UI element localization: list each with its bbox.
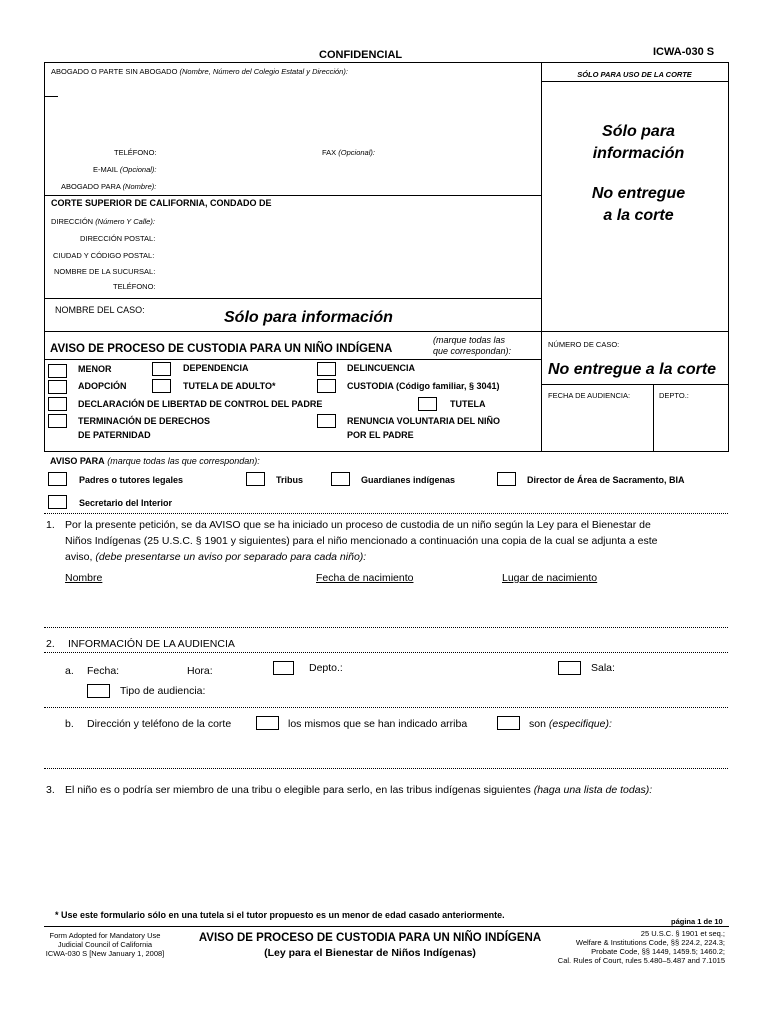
footer-ref-1: 25 U.S.C. § 1901 et seq.;: [640, 929, 725, 938]
checkbox-renuncia[interactable]: [317, 414, 336, 428]
checkbox-tutela[interactable]: [418, 397, 437, 411]
court-use-label: SÓLO PARA USO DE LA CORTE: [577, 70, 692, 79]
hearing-room-field-label: Sala:: [591, 662, 615, 674]
attorney-fax-label: FAX (Opcional):: [322, 148, 375, 157]
page-number: página 1 de 10: [671, 917, 723, 926]
label-terminacion-1: TERMINACIÓN DE DERECHOS: [78, 416, 211, 426]
court-city-label: CIUDAD Y CÓDIGO POSTAL:: [53, 251, 155, 260]
footer-adopted-3: ICWA-030 S [New January 1, 2008]: [45, 949, 165, 958]
label-menor: MENOR: [78, 364, 112, 374]
checkbox-tribus[interactable]: [246, 472, 265, 486]
checkbox-tipo-audiencia[interactable]: [87, 684, 110, 698]
col-nombre: Nombre: [65, 572, 103, 584]
notice-to-label: AVISO PARA (marque todas las que correspondan):: [50, 456, 260, 466]
label-padres: Padres o tutores legales: [79, 475, 184, 485]
item2-number: 2.: [46, 638, 55, 650]
item1-divider: [44, 627, 728, 628]
court-phone-label: TELÉFONO:: [113, 282, 156, 291]
label-delincuencia: DELINCUENCIA: [347, 363, 416, 373]
court-use-notice-2: información: [592, 145, 685, 162]
court-title: CORTE SUPERIOR DE CALIFORNIA, CONDADO DE: [51, 198, 272, 208]
attorney-phone-label: TELÉFONO:: [114, 148, 157, 157]
form-right-border: [728, 62, 729, 452]
notice-title-bottom: [44, 359, 541, 360]
item3-number: 3.: [46, 784, 55, 796]
attorney-box-bottom: [44, 195, 541, 196]
confidential-label: CONFIDENCIAL: [319, 49, 403, 61]
label-adopcion: ADOPCIÓN: [78, 381, 127, 391]
footer-ref-2: Welfare & Institutions Code, §§ 224.2, 224.3;: [575, 938, 725, 947]
footer-adopted-1: Form Adopted for Mandatory Use: [49, 931, 161, 940]
footer-title-2: (Ley para el Bienestar de Niños Indígenas): [264, 947, 476, 959]
hearing-date-divider: [653, 384, 654, 452]
header-box-bottom: [44, 451, 729, 452]
label-custodia: CUSTODIA (Código familiar, § 3041): [347, 381, 500, 391]
attorney-label: ABOGADO O PARTE SIN ABOGADO (Nombre, Número del Colegio Estatal y Dirección):: [51, 67, 348, 76]
label-dependencia: DEPENDENCIA: [183, 363, 249, 373]
checkbox-dependencia[interactable]: [152, 362, 171, 376]
case-name-bottom: [44, 331, 728, 332]
checkbox-guardianes[interactable]: [331, 472, 350, 486]
footer-ref-3: Probate Code, §§ 1449, 1459.5; 1460.2;: [591, 947, 725, 956]
item2-title-divider: [44, 652, 728, 653]
case-number-label: NÚMERO DE CASO:: [548, 340, 620, 349]
col-fecha-nacimiento: Fecha de nacimiento: [316, 572, 414, 584]
case-name-label: NOMBRE DEL CASO:: [55, 305, 145, 315]
column-divider: [541, 62, 542, 452]
notice-title-note-2: que correspondan):: [433, 346, 512, 356]
footer-title-1: AVISO DE PROCESO DE CUSTODIA PARA UN NIÑO INDÍGENA: [198, 932, 542, 944]
notice-to-divider: [44, 513, 728, 514]
case-number-value[interactable]: No entregue a la corte: [548, 361, 717, 378]
footer-top-border: [44, 926, 729, 927]
footer-adopted-2: Judicial Council of California: [57, 940, 153, 949]
court-use-notice-3: No entregue: [591, 185, 686, 202]
court-mailing-label: DIRECCIÓN POSTAL:: [80, 234, 156, 243]
case-number-bottom: [541, 384, 728, 385]
checkbox-son[interactable]: [497, 716, 520, 730]
checkbox-delincuencia[interactable]: [317, 362, 336, 376]
court-use-notice-4: a la corte: [603, 207, 674, 224]
label-tutela: TUTELA: [450, 399, 486, 409]
item2b-letter: b.: [65, 718, 74, 730]
form-number: ICWA-030 S: [653, 46, 715, 58]
item3-text: El niño es o podría ser miembro de una tribu o elegible para serlo, en las tribus indígenas siguientes (haga una lista de todas):: [65, 784, 653, 796]
label-tutela-adulto: TUTELA DE ADULTO*: [183, 381, 276, 391]
court-address-label: Dirección y teléfono de la corte: [87, 718, 232, 730]
label-director: Director de Área de Sacramento, BIA: [527, 475, 685, 485]
checkbox-terminacion[interactable]: [48, 414, 67, 428]
label-renuncia-1: RENUNCIA VOLUNTARIA DEL NIÑO: [347, 416, 500, 426]
footer-ref-4: Cal. Rules of Court, rules 5.480–5.487 and 7.1015: [557, 956, 725, 965]
item2-divider: [44, 768, 728, 769]
label-declaracion: DECLARACIÓN DE LIBERTAD DE CONTROL DEL PADRE: [78, 399, 323, 409]
label-tribus: Tribus: [276, 475, 304, 485]
same-as-above-label: los mismos que se han indicado arriba: [288, 718, 468, 730]
case-name-value[interactable]: Sólo para información: [224, 309, 393, 326]
checkbox-depto[interactable]: [273, 661, 294, 675]
court-branch-label: NOMBRE DE LA SUCURSAL:: [54, 267, 156, 276]
checkbox-mismos[interactable]: [256, 716, 279, 730]
hearing-dept-field-label: Depto.:: [309, 662, 343, 674]
notice-title-note-1: (marque todas las: [433, 335, 506, 345]
hearing-date-field-label: Fecha:: [87, 665, 120, 677]
checkbox-tutela-adulto[interactable]: [152, 379, 171, 393]
court-use-divider: [541, 81, 728, 82]
item1-line1: Por la presente petición, se da AVISO que se ha iniciado un proceso de custodia de un niño según la Ley para el Bienestar de: [65, 519, 651, 531]
court-use-notice-1: Sólo para: [602, 123, 675, 140]
item2a-divider: [44, 707, 728, 708]
label-terminacion-2: DE PATERNIDAD: [78, 430, 151, 440]
court-box-bottom: [44, 298, 541, 299]
item2-title: INFORMACIÓN DE LA AUDIENCIA: [68, 638, 235, 650]
item1-line2: Niños Indígenas (25 U.S.C. § 1901 y siguientes) para el niño mencionado a continuación una copia de la cual se adjunta a este: [65, 535, 658, 547]
hearing-date-label: FECHA DE AUDIENCIA:: [548, 391, 631, 400]
attorney-name-mark: [45, 96, 58, 97]
attorney-email-label: E-MAIL (Opcional):: [93, 165, 157, 174]
item1-number: 1.: [46, 519, 55, 531]
form-top-border: [44, 62, 729, 63]
form-left-border: [44, 62, 45, 452]
checkbox-padres[interactable]: [48, 472, 67, 486]
checkbox-menor[interactable]: [48, 364, 67, 378]
checkbox-custodia[interactable]: [317, 379, 336, 393]
checkbox-declaracion[interactable]: [48, 397, 67, 411]
hearing-dept-label: DEPTO.:: [659, 391, 689, 400]
court-street-label: DIRECCIÓN (Número Y Calle):: [51, 217, 155, 226]
checkbox-director[interactable]: [497, 472, 516, 486]
hearing-time-field-label: Hora:: [187, 665, 213, 677]
checkbox-secretario[interactable]: [48, 495, 67, 509]
specify-label: son (especifique):: [529, 718, 612, 730]
footnote: * Use este formulario sólo en una tutela si el tutor propuesto es un menor de edad casado anteriormente.: [55, 910, 505, 920]
attorney-for-label: ABOGADO PARA (Nombre):: [61, 182, 157, 191]
notice-title: AVISO DE PROCESO DE CUSTODIA PARA UN NIÑO INDÍGENA: [50, 343, 393, 355]
label-secretario: Secretario del Interior: [79, 498, 173, 508]
checkbox-adopcion[interactable]: [48, 380, 67, 394]
label-guardianes: Guardianes indígenas: [361, 475, 456, 485]
col-lugar-nacimiento: Lugar de nacimiento: [502, 572, 598, 584]
checkbox-sala[interactable]: [558, 661, 581, 675]
hearing-type-label: Tipo de audiencia:: [120, 685, 206, 697]
label-renuncia-2: POR EL PADRE: [347, 430, 414, 440]
item1-line3: aviso, (debe presentarse un aviso por separado para cada niño):: [65, 551, 367, 563]
item2a-letter: a.: [65, 665, 74, 677]
